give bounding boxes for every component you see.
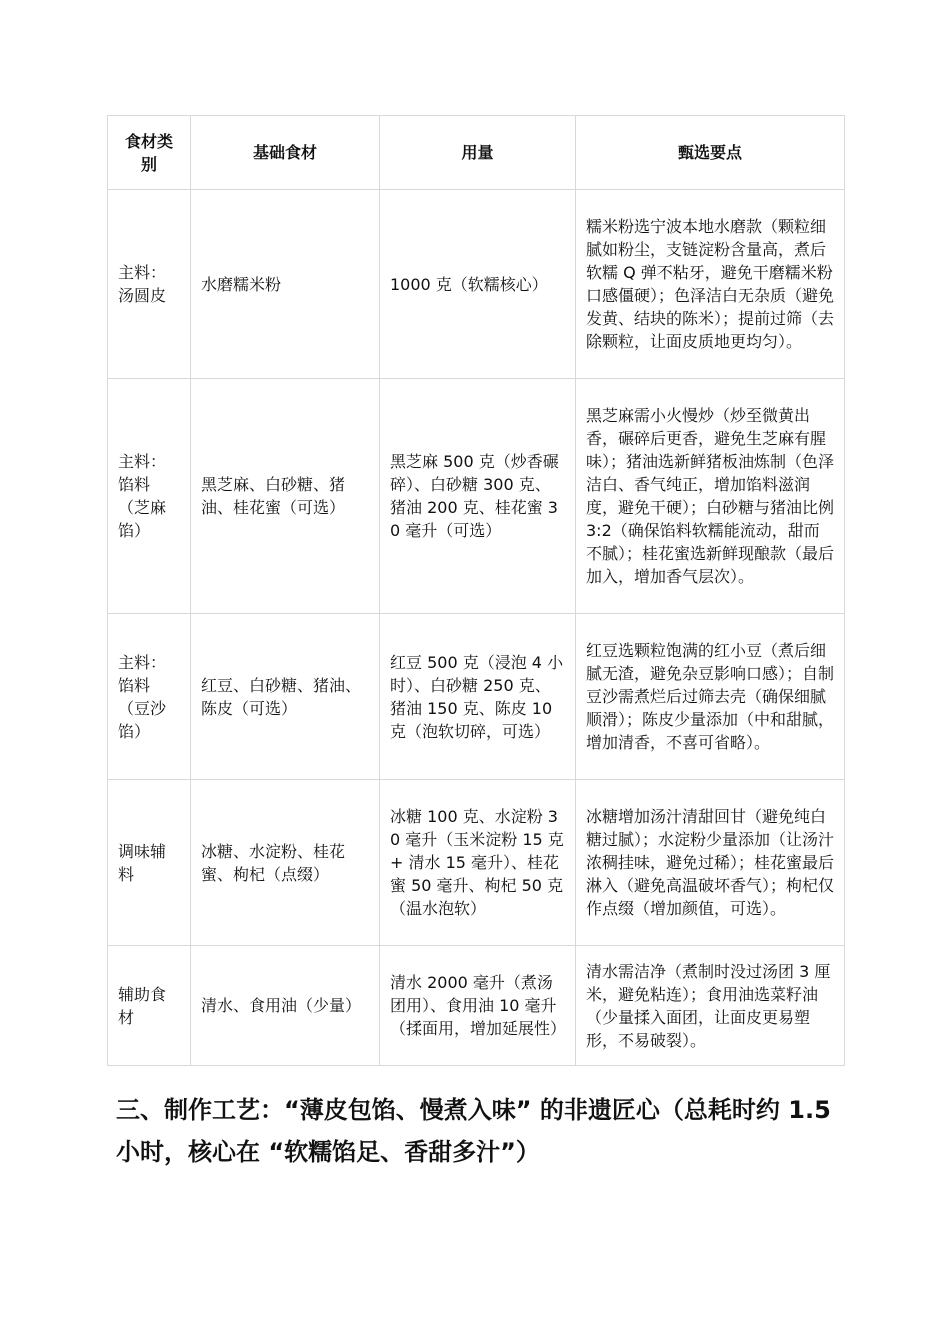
cell-ingredients: 红豆、白砂糖、猪油、陈皮（可选）	[191, 614, 380, 780]
cell-ingredients: 清水、食用油（少量）	[191, 946, 380, 1066]
cell-tips: 黑芝麻需小火慢炒（炒至微黄出香，碾碎后更香，避免生芝麻有腥味）；猪油选新鲜猪板油炼制（色泽洁白、香气纯正，增加馅料滋润度，避免干硬）；白砂糖与猪油比例 3:2（确保馅料软糯能流动，甜而不腻）；桂花蜜选新鲜现酿款（最后加入，增加香气层次）。	[576, 379, 845, 614]
table-row	[108, 614, 845, 780]
table-row	[108, 379, 845, 614]
cell-category: 主料：汤圆皮	[108, 190, 191, 379]
header-category: 食材类别	[108, 116, 191, 190]
cell-tips: 糯米粉选宁波本地水磨款（颗粒细腻如粉尘，支链淀粉含量高，煮后软糯 Q 弹不粘牙，避免干磨糯米粉口感僵硬）；色泽洁白无杂质（避免发黄、结块的陈米）；提前过筛（去除颗粒，让面皮质地更均匀）。	[576, 190, 845, 379]
cell-tips: 红豆选颗粒饱满的红小豆（煮后细腻无渣，避免杂豆影响口感）；自制豆沙需煮烂后过筛去壳（确保细腻顺滑）；陈皮少量添加（中和甜腻，增加清香，不喜可省略）。	[576, 614, 845, 780]
cell-category: 调味辅料	[108, 780, 191, 946]
header-amount: 用量	[380, 116, 576, 190]
table-row	[108, 190, 845, 379]
header-ingredients: 基础食材	[191, 116, 380, 190]
section-heading: 三、制作工艺：“薄皮包馅、慢煮入味” 的非遗匠心（总耗时约 1.5 小时，核心在 “软糯馅足、香甜多汁”）	[116, 1096, 831, 1166]
cell-ingredients: 水磨糯米粉	[191, 190, 380, 379]
cell-amount: 黑芝麻 500 克（炒香碾碎）、白砂糖 300 克、猪油 200 克、桂花蜜 30 毫升（可选）	[380, 379, 576, 614]
table-row	[108, 946, 845, 1066]
cell-amount: 冰糖 100 克、水淀粉 30 毫升（玉米淀粉 15 克 + 清水 15 毫升）、桂花蜜 50 毫升、枸杞 50 克（温水泡软）	[380, 780, 576, 946]
table-header-row	[108, 116, 845, 190]
cell-ingredients: 黑芝麻、白砂糖、猪油、桂花蜜（可选）	[191, 379, 380, 614]
header-tips: 甄选要点	[576, 116, 845, 190]
cell-ingredients: 冰糖、水淀粉、桂花蜜、枸杞（点缀）	[191, 780, 380, 946]
table-row	[108, 780, 845, 946]
cell-category: 辅助食材	[108, 946, 191, 1066]
cell-amount: 清水 2000 毫升（煮汤团用）、食用油 10 毫升（揉面用，增加延展性）	[380, 946, 576, 1066]
cell-amount: 红豆 500 克（浸泡 4 小时）、白砂糖 250 克、猪油 150 克、陈皮 10 克（泡软切碎，可选）	[380, 614, 576, 780]
cell-amount: 1000 克（软糯核心）	[380, 190, 576, 379]
cell-category: 主料：馅料（豆沙馅）	[108, 614, 191, 780]
cell-tips: 清水需洁净（煮制时没过汤团 3 厘米，避免粘连）；食用油选菜籽油（少量揉入面团，让面皮更易塑形，不易破裂）。	[576, 946, 845, 1066]
cell-tips: 冰糖增加汤汁清甜回甘（避免纯白糖过腻）；水淀粉少量添加（让汤汁浓稠挂味，避免过稀）；桂花蜜最后淋入（避免高温破坏香气）；枸杞仅作点缀（增加颜值，可选）。	[576, 780, 845, 946]
cell-category: 主料：馅料（芝麻馅）	[108, 379, 191, 614]
ingredients-table	[107, 115, 845, 1066]
